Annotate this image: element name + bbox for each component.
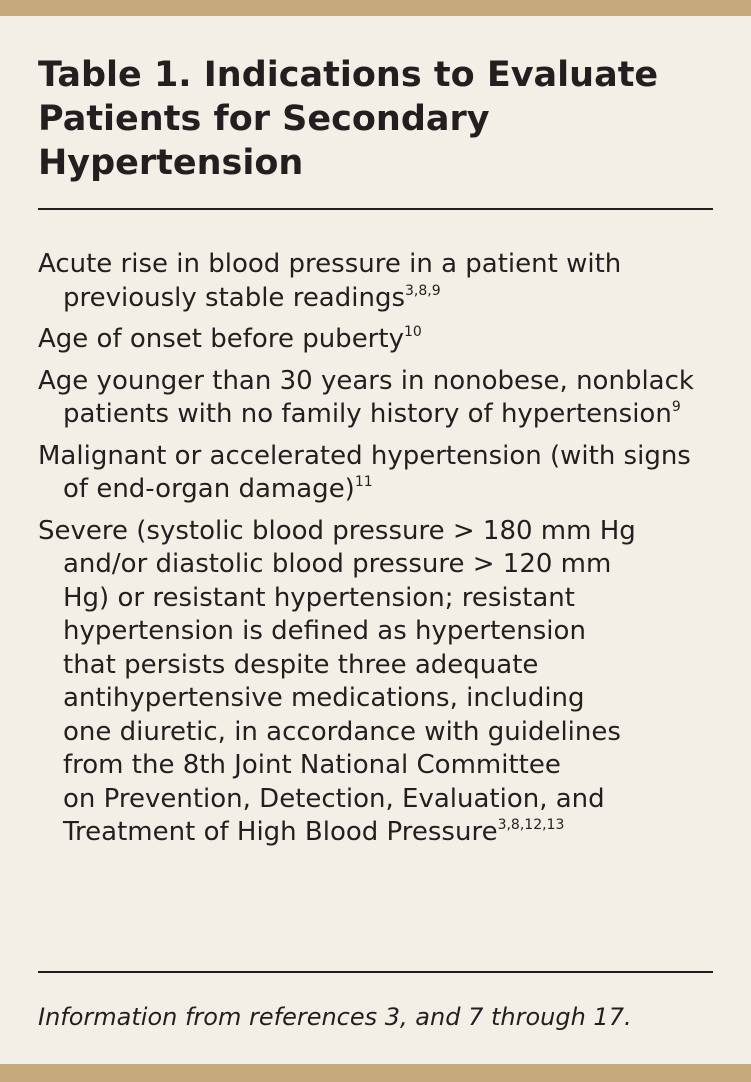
list-item <box>38 440 718 507</box>
source-footnote: Information from references 3, and 7 through 17. <box>38 1003 632 1031</box>
reference-superscript: 3,8,9 <box>405 282 441 299</box>
list-item <box>38 515 718 850</box>
list-item <box>38 365 718 432</box>
list-item <box>38 323 718 357</box>
indications-list <box>38 248 718 858</box>
reference-superscript: 10 <box>403 324 422 340</box>
reference-superscript: 9 <box>671 399 681 415</box>
reference-superscript: 3,8,12,13 <box>497 817 565 833</box>
item-text: Malignant or accelerated hypertension (with signs of end-organ damage) <box>38 440 691 504</box>
top-border-bar <box>0 0 751 16</box>
list-item <box>38 248 718 315</box>
bottom-border-bar <box>0 1064 751 1082</box>
table-title: Table 1. Indications to Evaluate Patients for Secondary Hypertension <box>38 55 659 183</box>
bottom-divider <box>38 971 713 973</box>
item-text: Severe (systolic blood pressure > 180 mm Hg and/or diastolic blood pressure > 120 mm Hg) or resistant hypertension; resistant hypertension is defined as hypertension that persists despite three adequate antihypertensive medications, including one diuretic, in accordance with guidelines from the 8th Joint National Committee on Prevention, Detection, Evaluation, and Treatment of High Blood Pressure <box>38 515 636 847</box>
reference-superscript: 11 <box>354 474 373 490</box>
item-text: Age of onset before puberty <box>38 324 404 354</box>
top-divider <box>38 208 713 210</box>
item-text: Age younger than 30 years in nonobese, nonblack patients with no family history of hypertension <box>38 365 694 429</box>
item-text: Acute rise in blood pressure in a patient with previously stable readings <box>38 249 622 313</box>
